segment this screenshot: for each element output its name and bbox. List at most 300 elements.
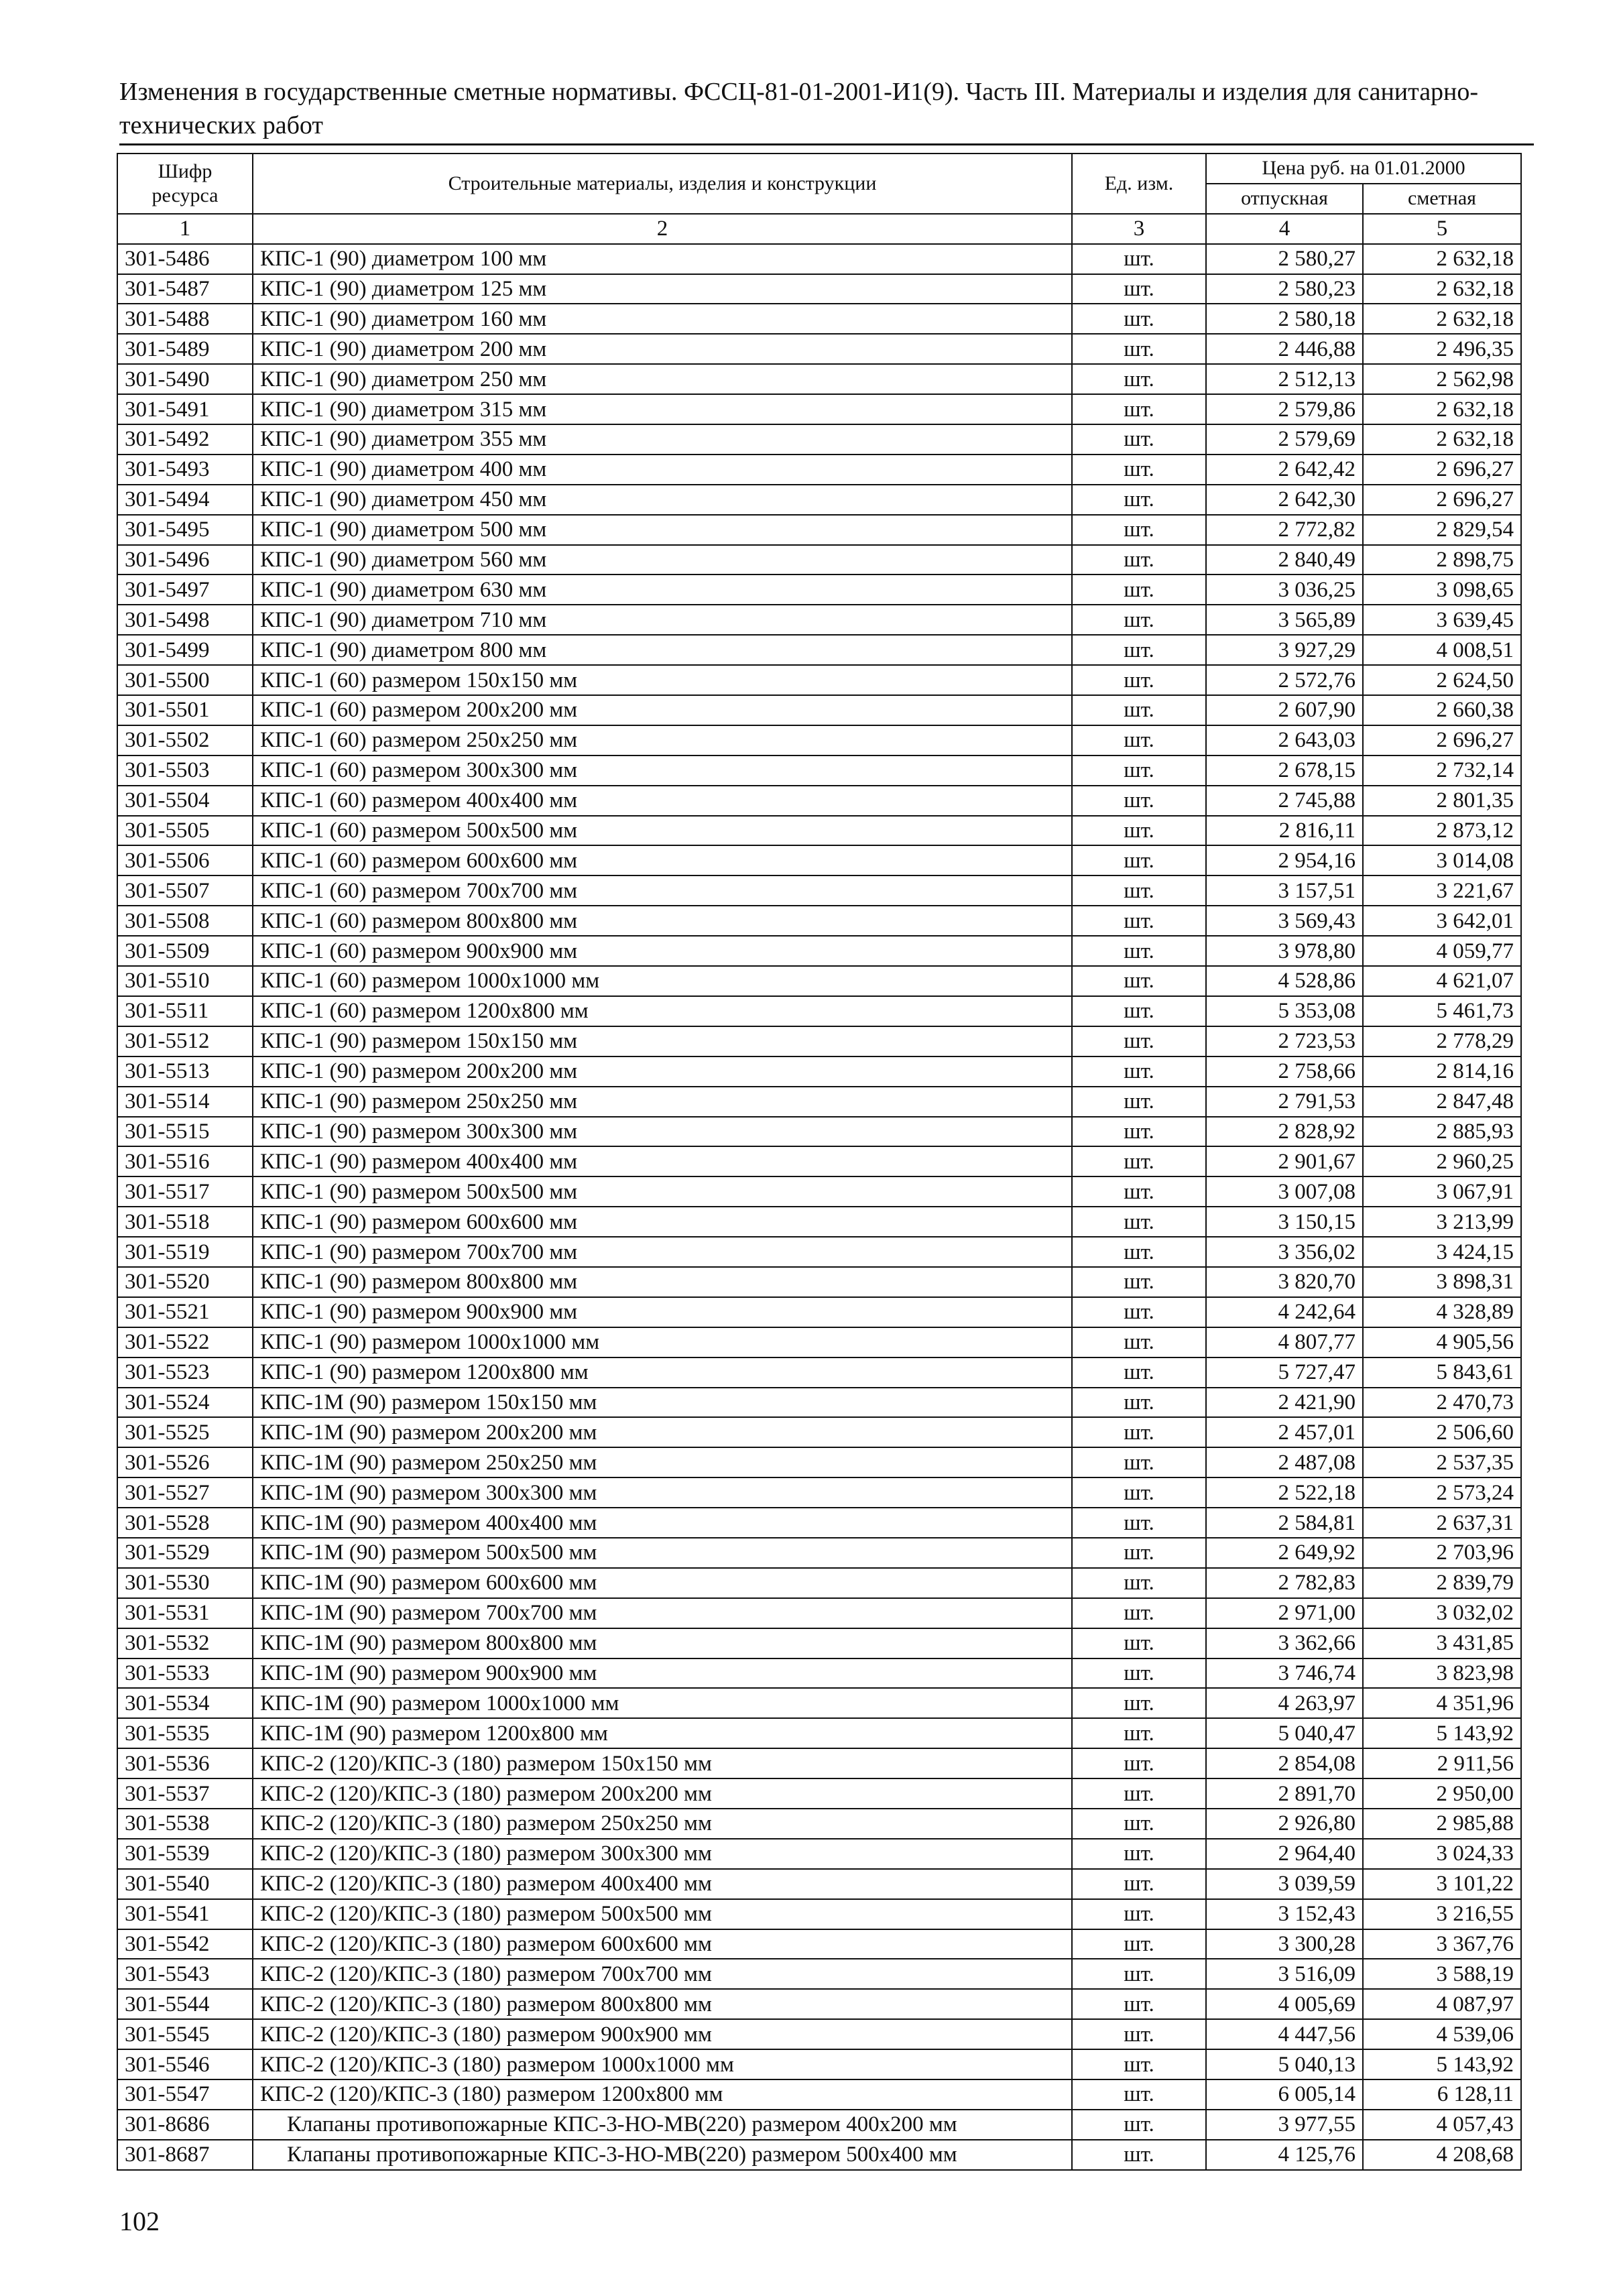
release-price-cell: 2 512,13 xyxy=(1206,364,1363,394)
material-name-cell: Клапаны противопожарные КПС-3-НО-МВ(220) размером 400х200 мм xyxy=(253,2110,1072,2140)
estimate-price-cell: 3 024,33 xyxy=(1363,1839,1521,1869)
column-number: 2 xyxy=(253,214,1072,244)
material-name-cell: КПС-1 (90) размером 250х250 мм xyxy=(253,1087,1072,1117)
resource-code-cell: 301-5486 xyxy=(117,244,253,274)
table-row xyxy=(117,2019,1521,2049)
table-row xyxy=(117,485,1521,515)
table-row xyxy=(117,1026,1521,1056)
material-name-cell: КПС-2 (120)/КПС-3 (180) размером 200х200 мм xyxy=(253,1778,1072,1809)
resource-code-cell: 301-5526 xyxy=(117,1447,253,1477)
material-name-cell: КПС-1 (90) диаметром 125 мм xyxy=(253,274,1072,304)
resource-code-cell: 301-5517 xyxy=(117,1176,253,1207)
estimate-price-cell: 2 814,16 xyxy=(1363,1056,1521,1087)
page-number: 102 xyxy=(119,2206,160,2236)
table-row xyxy=(117,1297,1521,1327)
unit-cell: шт. xyxy=(1072,244,1206,274)
release-price-cell: 3 152,43 xyxy=(1206,1899,1363,1929)
material-name-cell: КПС-1 (60) размером 300х300 мм xyxy=(253,756,1072,786)
resource-code-cell: 301-5511 xyxy=(117,996,253,1026)
estimate-price-cell: 5 843,61 xyxy=(1363,1357,1521,1388)
material-name-cell: КПС-1 (60) размером 150х150 мм xyxy=(253,665,1072,695)
material-name-cell: КПС-1 (90) размером 600х600 мм xyxy=(253,1207,1072,1237)
unit-cell: шт. xyxy=(1072,635,1206,665)
unit-cell: шт. xyxy=(1072,1297,1206,1327)
estimate-price-cell: 2 632,18 xyxy=(1363,304,1521,334)
table-row xyxy=(117,274,1521,304)
table-row xyxy=(117,1508,1521,1538)
resource-code-cell: 301-5498 xyxy=(117,605,253,635)
unit-cell: шт. xyxy=(1072,424,1206,455)
estimate-price-cell: 2 960,25 xyxy=(1363,1146,1521,1176)
release-price-cell: 2 758,66 xyxy=(1206,1056,1363,1087)
material-name-cell: КПС-1 (90) размером 300х300 мм xyxy=(253,1117,1072,1147)
column-header-name: Строительные материалы, изделия и конструкции xyxy=(253,154,1072,214)
table-row xyxy=(117,364,1521,394)
table-row xyxy=(117,2079,1521,2110)
resource-code-cell: 301-5533 xyxy=(117,1658,253,1689)
resource-code-cell: 301-5508 xyxy=(117,906,253,936)
estimate-price-cell: 3 823,98 xyxy=(1363,1658,1521,1689)
unit-cell: шт. xyxy=(1072,485,1206,515)
unit-cell: шт. xyxy=(1072,515,1206,545)
unit-cell: шт. xyxy=(1072,1026,1206,1056)
unit-cell: шт. xyxy=(1072,1357,1206,1388)
unit-cell: шт. xyxy=(1072,906,1206,936)
resource-code-cell: 301-5520 xyxy=(117,1267,253,1297)
release-price-cell: 3 356,02 xyxy=(1206,1237,1363,1267)
material-name-cell: КПС-1 (90) размером 400х400 мм xyxy=(253,1146,1072,1176)
unit-cell: шт. xyxy=(1072,1087,1206,1117)
release-price-cell: 2 457,01 xyxy=(1206,1417,1363,1447)
material-name-cell: КПС-1М (90) размером 1000х1000 мм xyxy=(253,1688,1072,1718)
resource-code-cell: 301-5487 xyxy=(117,274,253,304)
unit-cell: шт. xyxy=(1072,695,1206,725)
unit-cell: шт. xyxy=(1072,1869,1206,1899)
resource-code-cell: 301-5539 xyxy=(117,1839,253,1869)
table-header xyxy=(117,154,1521,244)
table-row xyxy=(117,1267,1521,1297)
table-row xyxy=(117,695,1521,725)
release-price-cell: 2 446,88 xyxy=(1206,334,1363,364)
unit-cell: шт. xyxy=(1072,1598,1206,1628)
estimate-price-cell: 4 351,96 xyxy=(1363,1688,1521,1718)
unit-cell: шт. xyxy=(1072,2019,1206,2049)
estimate-price-cell: 2 470,73 xyxy=(1363,1388,1521,1418)
resource-code-cell: 301-5523 xyxy=(117,1357,253,1388)
table-row xyxy=(117,1959,1521,1989)
table-row xyxy=(117,1628,1521,1658)
table-row xyxy=(117,1869,1521,1899)
material-name-cell: КПС-2 (120)/КПС-3 (180) размером 700х700 мм xyxy=(253,1959,1072,1989)
table-row xyxy=(117,424,1521,455)
resource-code-cell: 301-5518 xyxy=(117,1207,253,1237)
material-name-cell: КПС-1 (90) диаметром 100 мм xyxy=(253,244,1072,274)
unit-cell: шт. xyxy=(1072,1899,1206,1929)
estimate-price-cell: 3 367,76 xyxy=(1363,1929,1521,1959)
release-price-cell: 2 487,08 xyxy=(1206,1447,1363,1477)
table-row xyxy=(117,1357,1521,1388)
resource-code-cell: 301-5544 xyxy=(117,1989,253,2019)
table-row xyxy=(117,1929,1521,1959)
column-header-estimate-price: сметная xyxy=(1363,184,1521,214)
unit-cell: шт. xyxy=(1072,756,1206,786)
release-price-cell: 2 579,69 xyxy=(1206,424,1363,455)
material-name-cell: КПС-1 (90) диаметром 160 мм xyxy=(253,304,1072,334)
unit-cell: шт. xyxy=(1072,364,1206,394)
table-body xyxy=(117,244,1521,2170)
release-price-cell: 3 007,08 xyxy=(1206,1176,1363,1207)
estimate-price-cell: 2 829,54 xyxy=(1363,515,1521,545)
estimate-price-cell: 2 496,35 xyxy=(1363,334,1521,364)
unit-cell: шт. xyxy=(1072,1388,1206,1418)
estimate-price-cell: 2 624,50 xyxy=(1363,665,1521,695)
release-price-cell: 2 607,90 xyxy=(1206,695,1363,725)
material-name-cell: КПС-1 (60) размером 500х500 мм xyxy=(253,816,1072,846)
unit-cell: шт. xyxy=(1072,1628,1206,1658)
unit-cell: шт. xyxy=(1072,936,1206,966)
table-row xyxy=(117,725,1521,756)
table-row xyxy=(117,816,1521,846)
resource-code-cell: 301-5543 xyxy=(117,1959,253,1989)
unit-cell: шт. xyxy=(1072,1237,1206,1267)
release-price-cell: 2 840,49 xyxy=(1206,545,1363,575)
table-row xyxy=(117,1477,1521,1508)
table-row xyxy=(117,1658,1521,1689)
resource-code-cell: 301-5507 xyxy=(117,875,253,906)
table-row xyxy=(117,966,1521,996)
resource-code-cell: 301-5513 xyxy=(117,1056,253,1087)
estimate-price-cell: 3 424,15 xyxy=(1363,1237,1521,1267)
release-price-cell: 2 828,92 xyxy=(1206,1117,1363,1147)
material-name-cell: КПС-1 (60) размером 1000х1000 мм xyxy=(253,966,1072,996)
estimate-price-cell: 3 221,67 xyxy=(1363,875,1521,906)
release-price-cell: 2 643,03 xyxy=(1206,725,1363,756)
release-price-cell: 2 816,11 xyxy=(1206,816,1363,846)
table-row xyxy=(117,394,1521,424)
unit-cell: шт. xyxy=(1072,1267,1206,1297)
column-header-unit: Ед. изм. xyxy=(1072,154,1206,214)
table-row xyxy=(117,455,1521,485)
table-row xyxy=(117,2049,1521,2079)
table-row xyxy=(117,1117,1521,1147)
estimate-price-cell: 4 621,07 xyxy=(1363,966,1521,996)
unit-cell: шт. xyxy=(1072,575,1206,605)
estimate-price-cell: 5 143,92 xyxy=(1363,1718,1521,1748)
material-name-cell: КПС-1 (90) диаметром 560 мм xyxy=(253,545,1072,575)
unit-cell: шт. xyxy=(1072,455,1206,485)
unit-cell: шт. xyxy=(1072,966,1206,996)
release-price-cell: 6 005,14 xyxy=(1206,2079,1363,2110)
material-name-cell: КПС-1 (60) размером 200х200 мм xyxy=(253,695,1072,725)
estimate-price-cell: 4 059,77 xyxy=(1363,936,1521,966)
unit-cell: шт. xyxy=(1072,334,1206,364)
table-row xyxy=(117,875,1521,906)
material-name-cell: КПС-1 (90) диаметром 450 мм xyxy=(253,485,1072,515)
material-name-cell: КПС-1М (90) размером 300х300 мм xyxy=(253,1477,1072,1508)
unit-cell: шт. xyxy=(1072,304,1206,334)
table-row xyxy=(117,906,1521,936)
release-price-cell: 4 125,76 xyxy=(1206,2140,1363,2170)
material-name-cell: КПС-1 (90) размером 900х900 мм xyxy=(253,1297,1072,1327)
release-price-cell: 3 036,25 xyxy=(1206,575,1363,605)
resource-code-cell: 301-5502 xyxy=(117,725,253,756)
release-price-cell: 2 572,76 xyxy=(1206,665,1363,695)
unit-cell: шт. xyxy=(1072,1176,1206,1207)
resource-code-cell: 301-5524 xyxy=(117,1388,253,1418)
table-row xyxy=(117,1538,1521,1568)
table-row xyxy=(117,1809,1521,1839)
material-name-cell: КПС-1 (90) диаметром 710 мм xyxy=(253,605,1072,635)
estimate-price-cell: 3 639,45 xyxy=(1363,605,1521,635)
material-name-cell: КПС-1 (90) размером 800х800 мм xyxy=(253,1267,1072,1297)
release-price-cell: 3 157,51 xyxy=(1206,875,1363,906)
material-name-cell: КПС-1М (90) размером 600х600 мм xyxy=(253,1568,1072,1598)
estimate-price-cell: 2 898,75 xyxy=(1363,545,1521,575)
material-name-cell: КПС-1 (90) размером 150х150 мм xyxy=(253,1026,1072,1056)
materials-table xyxy=(117,153,1522,2171)
table-row xyxy=(117,2110,1521,2140)
unit-cell: шт. xyxy=(1072,1959,1206,1989)
estimate-price-cell: 2 873,12 xyxy=(1363,816,1521,846)
resource-code-cell: 301-5546 xyxy=(117,2049,253,2079)
release-price-cell: 2 854,08 xyxy=(1206,1748,1363,1778)
unit-cell: шт. xyxy=(1072,1207,1206,1237)
resource-code-cell: 301-5512 xyxy=(117,1026,253,1056)
unit-cell: шт. xyxy=(1072,274,1206,304)
release-price-cell: 5 353,08 xyxy=(1206,996,1363,1026)
material-name-cell: КПС-1М (90) размером 250х250 мм xyxy=(253,1447,1072,1477)
resource-code-cell: 301-5495 xyxy=(117,515,253,545)
material-name-cell: КПС-1 (90) диаметром 200 мм xyxy=(253,334,1072,364)
material-name-cell: КПС-1М (90) размером 700х700 мм xyxy=(253,1598,1072,1628)
estimate-price-cell: 2 537,35 xyxy=(1363,1447,1521,1477)
table-row xyxy=(117,1718,1521,1748)
resource-code-cell: 301-5489 xyxy=(117,334,253,364)
material-name-cell: КПС-2 (120)/КПС-3 (180) размером 800х800 мм xyxy=(253,1989,1072,2019)
page-header: Изменения в государственные сметные нормативы. ФССЦ-81-01-2001-И1(9). Часть III. Материалы и изделия для санитарно-технических работ xyxy=(119,78,1479,139)
material-name-cell: КПС-1М (90) размером 400х400 мм xyxy=(253,1508,1072,1538)
release-price-cell: 2 642,42 xyxy=(1206,455,1363,485)
unit-cell: шт. xyxy=(1072,1146,1206,1176)
resource-code-cell: 301-8686 xyxy=(117,2110,253,2140)
unit-cell: шт. xyxy=(1072,1688,1206,1718)
release-price-cell: 2 579,86 xyxy=(1206,394,1363,424)
material-name-cell: КПС-2 (120)/КПС-3 (180) размером 500х500 мм xyxy=(253,1899,1072,1929)
table-row xyxy=(117,1899,1521,1929)
unit-cell: шт. xyxy=(1072,545,1206,575)
estimate-price-cell: 3 216,55 xyxy=(1363,1899,1521,1929)
table-row xyxy=(117,1388,1521,1418)
resource-code-cell: 301-5515 xyxy=(117,1117,253,1147)
release-price-cell: 3 150,15 xyxy=(1206,1207,1363,1237)
column-number: 4 xyxy=(1206,214,1363,244)
unit-cell: шт. xyxy=(1072,2079,1206,2110)
release-price-cell: 2 584,81 xyxy=(1206,1508,1363,1538)
unit-cell: шт. xyxy=(1072,845,1206,875)
table-row xyxy=(117,665,1521,695)
material-name-cell: КПС-1 (90) диаметром 500 мм xyxy=(253,515,1072,545)
release-price-cell: 5 040,13 xyxy=(1206,2049,1363,2079)
resource-code-cell: 301-5499 xyxy=(117,635,253,665)
release-price-cell: 2 745,88 xyxy=(1206,786,1363,816)
resource-code-cell: 301-5500 xyxy=(117,665,253,695)
material-name-cell: КПС-1 (90) размером 500х500 мм xyxy=(253,1176,1072,1207)
material-name-cell: КПС-2 (120)/КПС-3 (180) размером 1000х1000 мм xyxy=(253,2049,1072,2079)
unit-cell: шт. xyxy=(1072,665,1206,695)
table-row xyxy=(117,334,1521,364)
resource-code-cell: 301-5536 xyxy=(117,1748,253,1778)
release-price-cell: 3 516,09 xyxy=(1206,1959,1363,1989)
estimate-price-cell: 2 911,56 xyxy=(1363,1748,1521,1778)
material-name-cell: КПС-1 (60) размером 600х600 мм xyxy=(253,845,1072,875)
table-row xyxy=(117,1778,1521,1809)
table-row xyxy=(117,756,1521,786)
release-price-cell: 2 971,00 xyxy=(1206,1598,1363,1628)
material-name-cell: КПС-1 (90) размером 1000х1000 мм xyxy=(253,1327,1072,1357)
release-price-cell: 3 927,29 xyxy=(1206,635,1363,665)
estimate-price-cell: 2 632,18 xyxy=(1363,244,1521,274)
estimate-price-cell: 6 128,11 xyxy=(1363,2079,1521,2110)
estimate-price-cell: 3 032,02 xyxy=(1363,1598,1521,1628)
table-row xyxy=(117,304,1521,334)
resource-code-cell: 301-5522 xyxy=(117,1327,253,1357)
release-price-cell: 2 782,83 xyxy=(1206,1568,1363,1598)
material-name-cell: КПС-2 (120)/КПС-3 (180) размером 1200х800 мм xyxy=(253,2079,1072,2110)
column-header-code: Шифр ресурса xyxy=(117,154,253,214)
material-name-cell: КПС-1 (60) размером 800х800 мм xyxy=(253,906,1072,936)
material-name-cell: КПС-1М (90) размером 900х900 мм xyxy=(253,1658,1072,1689)
column-numbers-row xyxy=(117,214,1521,244)
estimate-price-cell: 4 539,06 xyxy=(1363,2019,1521,2049)
resource-code-cell: 301-5534 xyxy=(117,1688,253,1718)
material-name-cell: Клапаны противопожарные КПС-3-НО-МВ(220) размером 500х400 мм xyxy=(253,2140,1072,2170)
release-price-cell: 3 820,70 xyxy=(1206,1267,1363,1297)
unit-cell: шт. xyxy=(1072,1658,1206,1689)
estimate-price-cell: 5 143,92 xyxy=(1363,2049,1521,2079)
estimate-price-cell: 2 632,18 xyxy=(1363,424,1521,455)
resource-code-cell: 301-5497 xyxy=(117,575,253,605)
release-price-cell: 2 964,40 xyxy=(1206,1839,1363,1869)
unit-cell: шт. xyxy=(1072,1809,1206,1839)
unit-cell: шт. xyxy=(1072,1718,1206,1748)
resource-code-cell: 301-5528 xyxy=(117,1508,253,1538)
unit-cell: шт. xyxy=(1072,786,1206,816)
material-name-cell: КПС-1 (90) диаметром 400 мм xyxy=(253,455,1072,485)
material-name-cell: КПС-1М (90) размером 200х200 мм xyxy=(253,1417,1072,1447)
material-name-cell: КПС-2 (120)/КПС-3 (180) размером 400х400 мм xyxy=(253,1869,1072,1899)
estimate-price-cell: 2 950,00 xyxy=(1363,1778,1521,1809)
release-price-cell: 5 727,47 xyxy=(1206,1357,1363,1388)
estimate-price-cell: 2 696,27 xyxy=(1363,725,1521,756)
estimate-price-cell: 3 213,99 xyxy=(1363,1207,1521,1237)
unit-cell: шт. xyxy=(1072,1327,1206,1357)
material-name-cell: КПС-1М (90) размером 150х150 мм xyxy=(253,1388,1072,1418)
estimate-price-cell: 4 328,89 xyxy=(1363,1297,1521,1327)
material-name-cell: КПС-2 (120)/КПС-3 (180) размером 150х150 мм xyxy=(253,1748,1072,1778)
column-header-release-price: отпускная xyxy=(1206,184,1363,214)
release-price-cell: 3 300,28 xyxy=(1206,1929,1363,1959)
estimate-price-cell: 5 461,73 xyxy=(1363,996,1521,1026)
resource-code-cell: 301-5541 xyxy=(117,1899,253,1929)
estimate-price-cell: 3 898,31 xyxy=(1363,1267,1521,1297)
estimate-price-cell: 2 885,93 xyxy=(1363,1117,1521,1147)
estimate-price-cell: 2 562,98 xyxy=(1363,364,1521,394)
table-row xyxy=(117,1447,1521,1477)
resource-code-cell: 301-5506 xyxy=(117,845,253,875)
table-row xyxy=(117,1207,1521,1237)
table-row xyxy=(117,936,1521,966)
estimate-price-cell: 4 905,56 xyxy=(1363,1327,1521,1357)
unit-cell: шт. xyxy=(1072,1568,1206,1598)
release-price-cell: 3 569,43 xyxy=(1206,906,1363,936)
unit-cell: шт. xyxy=(1072,2049,1206,2079)
estimate-price-cell: 3 098,65 xyxy=(1363,575,1521,605)
table-row xyxy=(117,605,1521,635)
release-price-cell: 3 039,59 xyxy=(1206,1869,1363,1899)
estimate-price-cell: 3 642,01 xyxy=(1363,906,1521,936)
resource-code-cell: 301-5503 xyxy=(117,756,253,786)
material-name-cell: КПС-2 (120)/КПС-3 (180) размером 300х300 мм xyxy=(253,1839,1072,1869)
unit-cell: шт. xyxy=(1072,1117,1206,1147)
release-price-cell: 4 005,69 xyxy=(1206,1989,1363,2019)
release-price-cell: 2 891,70 xyxy=(1206,1778,1363,1809)
material-name-cell: КПС-1 (90) диаметром 355 мм xyxy=(253,424,1072,455)
material-name-cell: КПС-1 (90) размером 1200х800 мм xyxy=(253,1357,1072,1388)
estimate-price-cell: 4 087,97 xyxy=(1363,1989,1521,2019)
material-name-cell: КПС-1 (60) размером 900х900 мм xyxy=(253,936,1072,966)
material-name-cell: КПС-2 (120)/КПС-3 (180) размером 600х600 мм xyxy=(253,1929,1072,1959)
unit-cell: шт. xyxy=(1072,2110,1206,2140)
material-name-cell: КПС-1 (90) размером 200х200 мм xyxy=(253,1056,1072,1087)
table-row xyxy=(117,515,1521,545)
release-price-cell: 2 580,27 xyxy=(1206,244,1363,274)
column-header-price: Цена руб. на 01.01.2000 xyxy=(1206,154,1521,184)
unit-cell: шт. xyxy=(1072,1417,1206,1447)
release-price-cell: 2 580,23 xyxy=(1206,274,1363,304)
unit-cell: шт. xyxy=(1072,1778,1206,1809)
material-name-cell: КПС-1 (60) размером 400х400 мм xyxy=(253,786,1072,816)
table-row xyxy=(117,1146,1521,1176)
table-row xyxy=(117,1176,1521,1207)
release-price-cell: 2 580,18 xyxy=(1206,304,1363,334)
material-name-cell: КПС-1 (60) размером 1200х800 мм xyxy=(253,996,1072,1026)
release-price-cell: 2 791,53 xyxy=(1206,1087,1363,1117)
resource-code-cell: 301-5535 xyxy=(117,1718,253,1748)
unit-cell: шт. xyxy=(1072,1447,1206,1477)
resource-code-cell: 301-5516 xyxy=(117,1146,253,1176)
resource-code-cell: 301-5540 xyxy=(117,1869,253,1899)
material-name-cell: КПС-1 (90) размером 700х700 мм xyxy=(253,1237,1072,1267)
unit-cell: шт. xyxy=(1072,605,1206,635)
resource-code-cell: 301-5504 xyxy=(117,786,253,816)
estimate-price-cell: 3 588,19 xyxy=(1363,1959,1521,1989)
table-row xyxy=(117,575,1521,605)
resource-code-cell: 301-5519 xyxy=(117,1237,253,1267)
material-name-cell: КПС-1 (60) размером 250х250 мм xyxy=(253,725,1072,756)
material-name-cell: КПС-1 (90) диаметром 315 мм xyxy=(253,394,1072,424)
resource-code-cell: 301-5531 xyxy=(117,1598,253,1628)
release-price-cell: 2 926,80 xyxy=(1206,1809,1363,1839)
material-name-cell: КПС-2 (120)/КПС-3 (180) размером 250х250 мм xyxy=(253,1809,1072,1839)
estimate-price-cell: 2 632,18 xyxy=(1363,394,1521,424)
table-row xyxy=(117,1056,1521,1087)
material-name-cell: КПС-1М (90) размером 500х500 мм xyxy=(253,1538,1072,1568)
estimate-price-cell: 2 660,38 xyxy=(1363,695,1521,725)
material-name-cell: КПС-1 (90) диаметром 250 мм xyxy=(253,364,1072,394)
column-number: 5 xyxy=(1363,214,1521,244)
release-price-cell: 4 807,77 xyxy=(1206,1327,1363,1357)
estimate-price-cell: 2 506,60 xyxy=(1363,1417,1521,1447)
